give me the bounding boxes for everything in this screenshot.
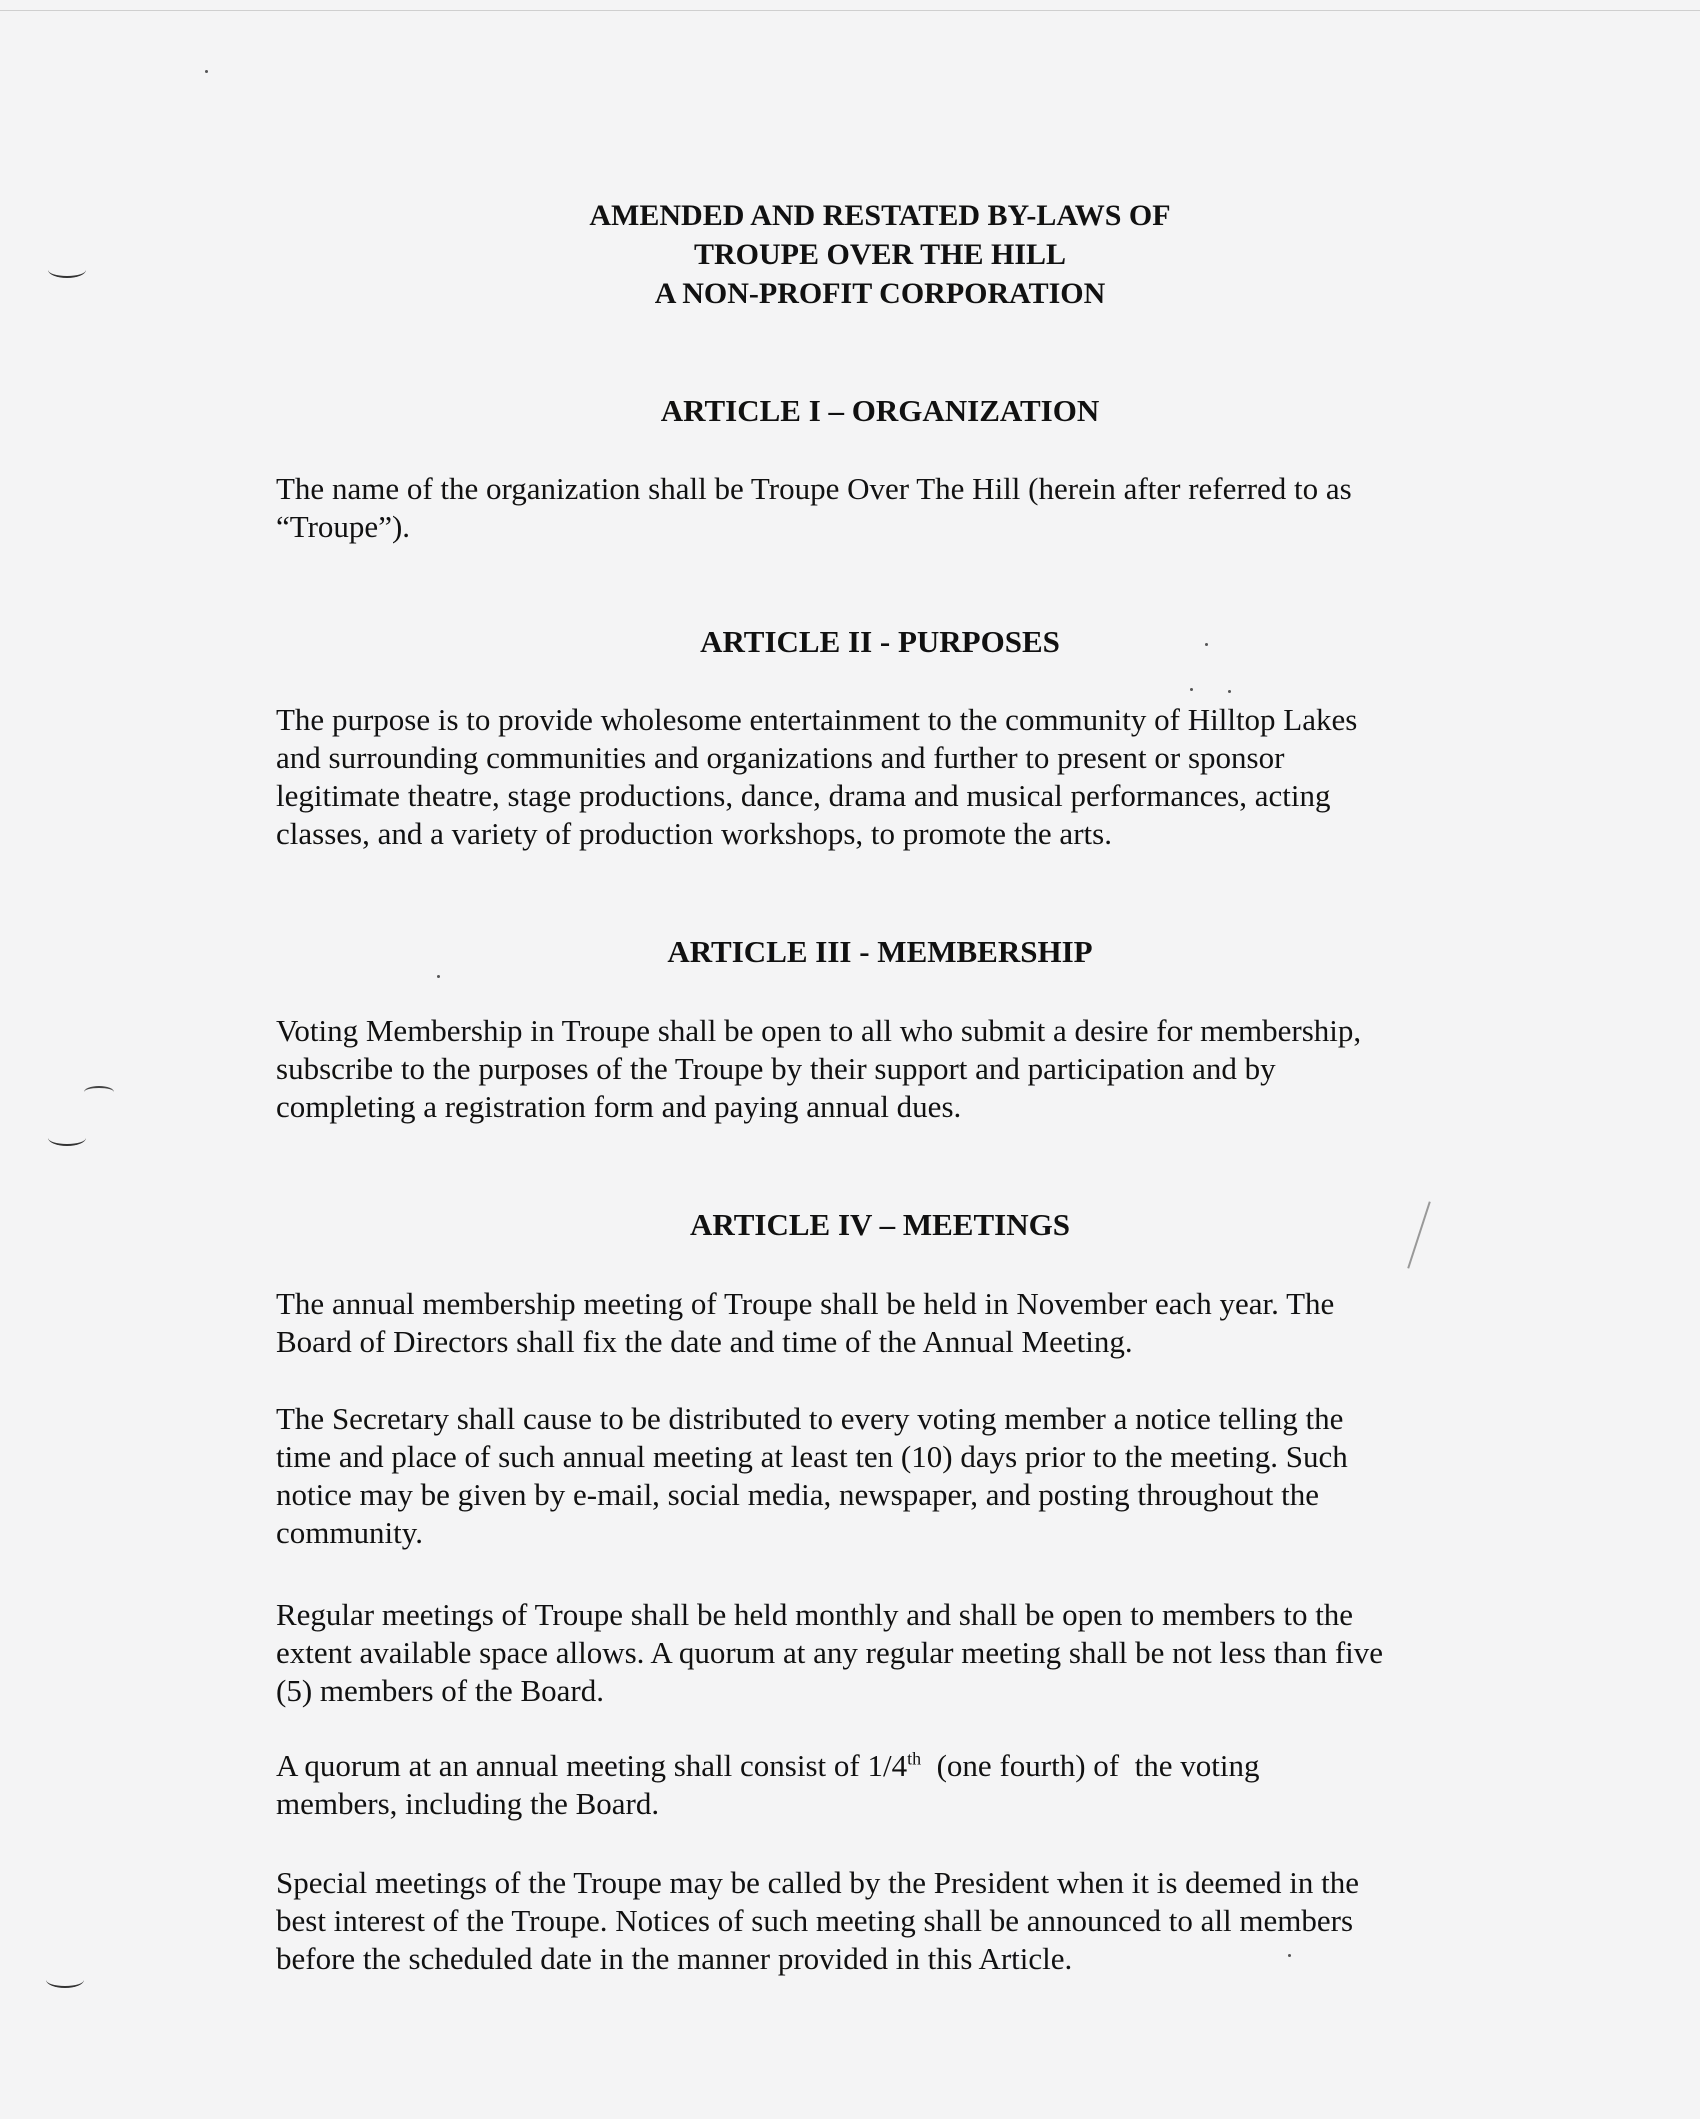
scan-speck <box>205 70 208 73</box>
paragraph-line: subscribe to the purposes of the Troupe by their support and participation and by <box>276 1051 1276 1086</box>
paragraph-line: before the scheduled date in the manner provided in this Article. <box>276 1941 1073 1976</box>
article-1-paragraph <box>276 470 1496 546</box>
paragraph-line: completing a registration form and paying annual dues. <box>276 1089 962 1124</box>
title-line-1: AMENDED AND RESTATED BY-LAWS OF <box>589 199 1171 232</box>
article-4-paragraph-1 <box>276 1285 1496 1361</box>
article-2-paragraph <box>276 701 1496 853</box>
paragraph-line: members, including the Board. <box>276 1786 660 1821</box>
article-4-paragraph-2 <box>276 1400 1496 1552</box>
punch-hole-mark <box>46 1972 84 1988</box>
paragraph-line: Board of Directors shall fix the date and time of the Annual Meeting. <box>276 1324 1133 1359</box>
paragraph-line: (5) members of the Board. <box>276 1673 604 1708</box>
paragraph-line: legitimate theatre, stage productions, dance, drama and musical performances, acting <box>276 778 1331 813</box>
paragraph-line: community. <box>276 1515 423 1550</box>
scan-speck <box>1228 690 1231 693</box>
ordinal-superscript: th <box>907 1748 922 1769</box>
quorum-text-end: (one fourth) of the voting <box>921 1748 1260 1783</box>
scan-speck <box>1190 688 1193 691</box>
paragraph-line: Special meetings of the Troupe may be called by the President when it is deemed in the <box>276 1865 1360 1900</box>
punch-hole-mark <box>84 1086 114 1098</box>
article-1-heading: ARTICLE I – ORGANIZATION <box>660 393 1100 428</box>
paragraph-line: and surrounding communities and organizations and further to present or sponsor <box>276 740 1285 775</box>
paragraph-line: best interest of the Troupe. Notices of such meeting shall be announced to all members <box>276 1903 1354 1938</box>
paragraph-line: The Secretary shall cause to be distributed to every voting member a notice telling the <box>276 1401 1344 1436</box>
scan-speck <box>437 975 440 978</box>
paragraph-line: notice may be given by e-mail, social media, newspaper, and posting throughout the <box>276 1477 1320 1512</box>
article-4-paragraph-3 <box>276 1596 1496 1710</box>
title-line-3: A NON-PROFIT CORPORATION <box>654 277 1106 310</box>
article-3-heading: ARTICLE III - MEMBERSHIP <box>667 934 1093 969</box>
scan-edge-line <box>0 10 1700 11</box>
article-4-heading: ARTICLE IV – MEETINGS <box>690 1207 1070 1242</box>
paragraph-line: The annual membership meeting of Troupe shall be held in November each year. The <box>276 1286 1335 1321</box>
paragraph-line <box>276 1747 1496 1785</box>
paragraph-line: The name of the organization shall be Troupe Over The Hill (herein after referred to as <box>276 471 1352 506</box>
quorum-text-start: A quorum at an annual meeting shall consist of 1/4 <box>276 1748 908 1783</box>
paragraph-line: Regular meetings of Troupe shall be held monthly and shall be open to members to the <box>276 1597 1354 1632</box>
article-4-paragraph-5 <box>276 1864 1496 1978</box>
paragraph-line: classes, and a variety of production workshops, to promote the arts. <box>276 816 1112 851</box>
article-2-heading: ARTICLE II - PURPOSES <box>700 624 1060 659</box>
article-3-paragraph <box>276 1012 1496 1126</box>
paragraph-line: time and place of such annual meeting at least ten (10) days prior to the meeting. Such <box>276 1439 1348 1474</box>
paragraph-line: Voting Membership in Troupe shall be open to all who submit a desire for membership, <box>276 1013 1362 1048</box>
document-title <box>0 196 1700 313</box>
punch-hole-mark <box>48 1130 86 1146</box>
title-line-2: TROUPE OVER THE HILL <box>693 238 1067 271</box>
paragraph-line: extent available space allows. A quorum at any regular meeting shall be not less than five <box>276 1635 1384 1670</box>
article-4-paragraph-4 <box>276 1747 1496 1823</box>
paragraph-line: “Troupe”). <box>276 509 411 544</box>
paragraph-line: The purpose is to provide wholesome entertainment to the community of Hilltop Lakes <box>276 702 1358 737</box>
